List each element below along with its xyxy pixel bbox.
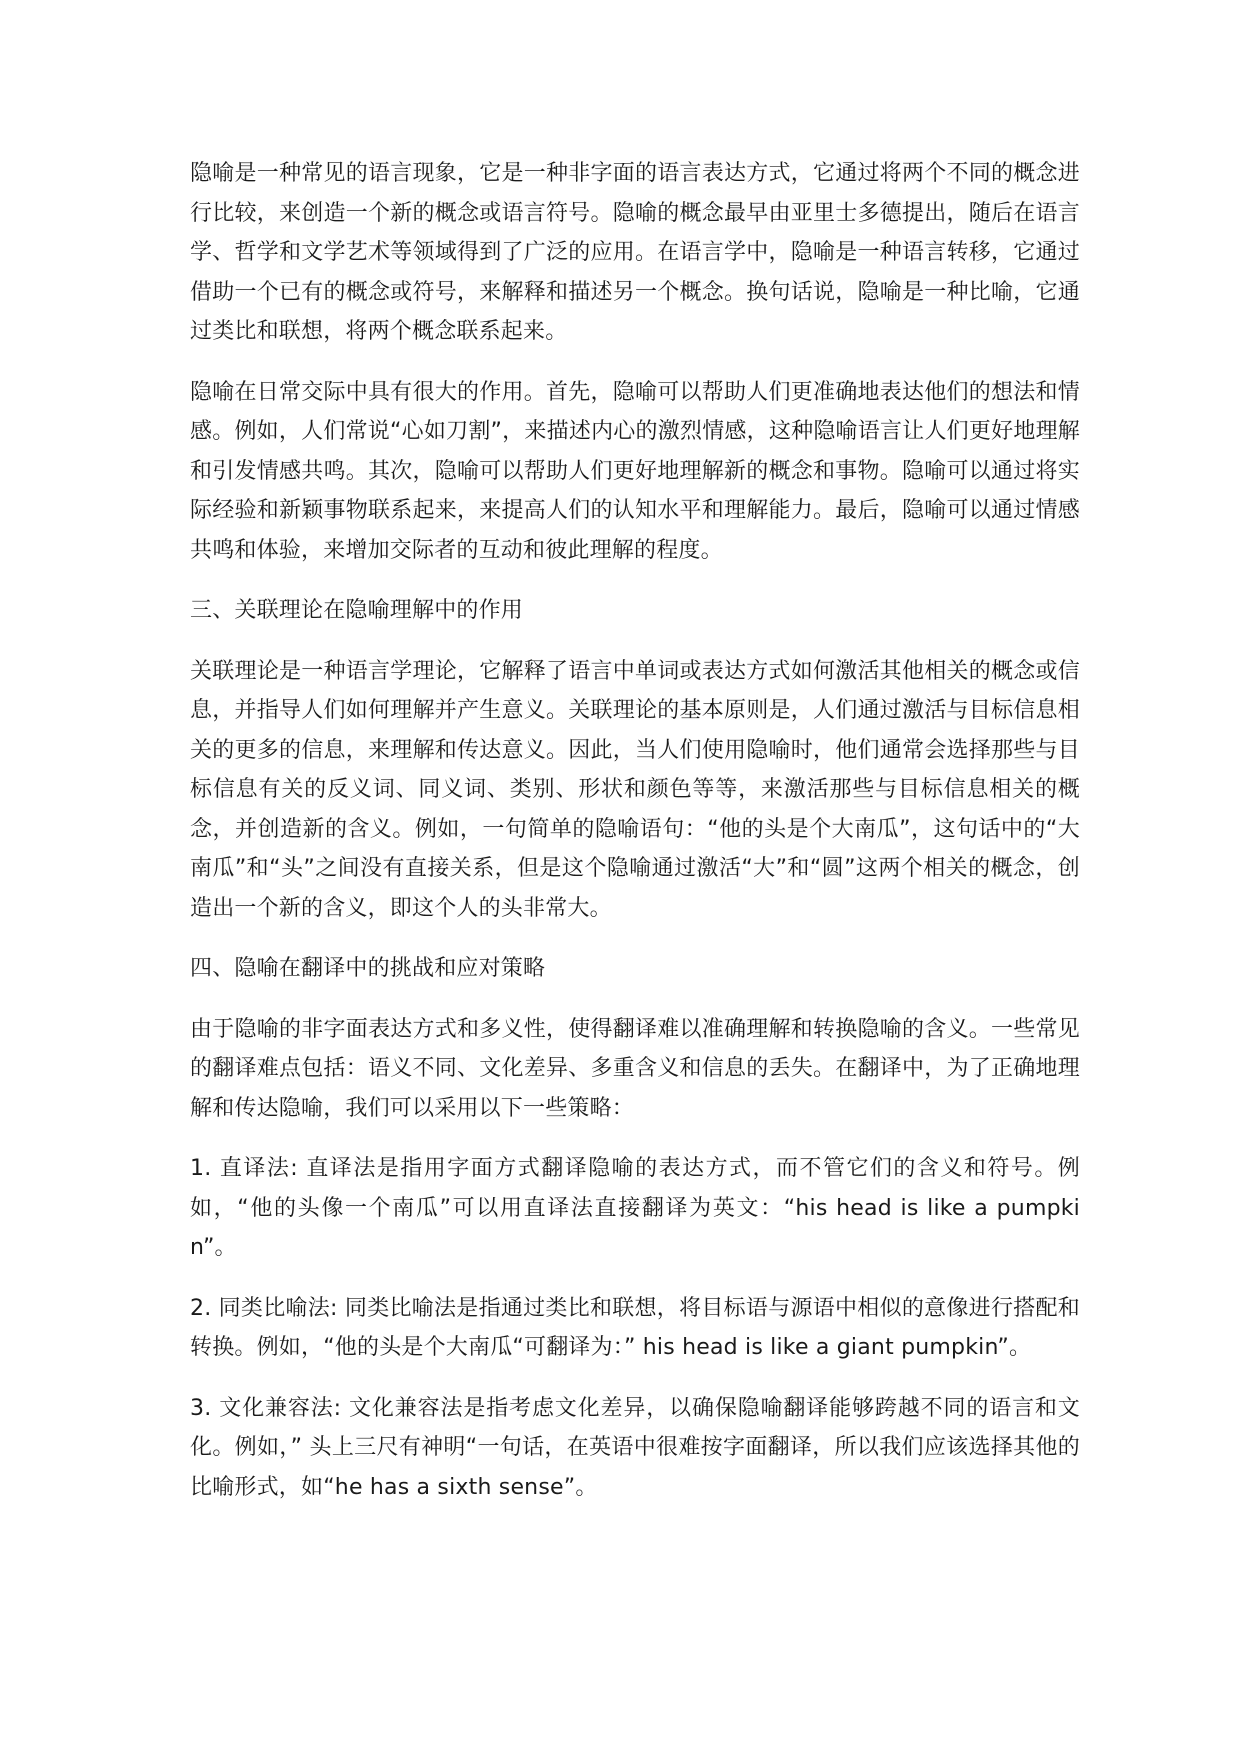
paragraph-metaphor-definition: 隐喻是一种常见的语言现象，它是一种非字面的语言表达方式，它通过将两个不同的概念进行比较，来创造一个新的概念或语言符号。隐喻的概念最早由亚里士多德提出，随后在语言学、哲学和文学艺术等领域得到了广泛的应用。在语言学中，隐喻是一种语言转移，它通过借助一个已有的概念或符号，来解释和描述另一个概念。换句话说，隐喻是一种比喻，它通过类比和联想，将两个概念联系起来。 [190, 161, 1080, 344]
document-body [190, 154, 1080, 1528]
paragraph-relevance-theory: 关联理论是一种语言学理论，它解释了语言中单词或表达方式如何激活其他相关的概念或信息，并指导人们如何理解并产生意义。关联理论的基本原则是，人们通过激活与目标信息相关的更多的信息，来理解和传达意义。因此，当人们使用隐喻时，他们通常会选择那些与目标信息有关的反义词、同义词、类别、形状和颜色等等，来激活那些与目标信息相关的概念，并创造新的含义。例如，一句简单的隐喻语句：“他的头是个大南瓜”，这句话中的“大南瓜”和“头”之间没有直接关系，但是这个隐喻通过激活“大”和“圆”这两个相关的概念，创造出一个新的含义，即这个人的头非常大。 [190, 658, 1080, 921]
section-heading-translation-challenges: 四、隐喻在翻译中的挑战和应对策略 [190, 956, 546, 981]
section-heading-relevance-theory: 三、关联理论在隐喻理解中的作用 [190, 598, 524, 623]
list-item-cultural-compatibility: 3. 文化兼容法: 文化兼容法是指考虑文化差异，以确保隐喻翻译能够跨越不同的语言和文化。例如，” 头上三尺有神明“一句话，在英语中很难按字面翻译，所以我们应该选择其他的比喻形式，如“he has a sixth sense”。 [190, 1395, 1080, 1500]
list-item-analogy-translation: 2. 同类比喻法: 同类比喻法是指通过类比和联想，将目标语与源语中相似的意像进行搭配和转换。例如，“他的头是个大南瓜“可翻译为：” his head is like a giant pumpkin”。 [190, 1295, 1080, 1360]
list-item-literal-translation: 1. 直译法: 直译法是指用字面方式翻译隐喻的表达方式，而不管它们的含义和符号。例如，“他的头像一个南瓜”可以用直译法直接翻译为英文：“his head is like a pumpkin”。 [190, 1156, 1080, 1260]
paragraph-metaphor-role: 隐喻在日常交际中具有很大的作用。首先，隐喻可以帮助人们更准确地表达他们的想法和情感。例如，人们常说“心如刀割”，来描述内心的激烈情感，这种隐喻语言让人们更好地理解和引发情感共鸣。其次，隐喻可以帮助人们更好地理解新的概念和事物。隐喻可以通过将实际经验和新颖事物联系起来，来提高人们的认知水平和理解能力。最后，隐喻可以通过情感共鸣和体验，来增加交际者的互动和彼此理解的程度。 [190, 379, 1080, 563]
paragraph-translation-difficulties: 由于隐喻的非字面表达方式和多义性，使得翻译难以准确理解和转换隐喻的含义。一些常见的翻译难点包括：语义不同、文化差异、多重含义和信息的丢失。在翻译中，为了正确地理解和传达隐喻，我们可以采用以下一些策略： [190, 1016, 1080, 1121]
